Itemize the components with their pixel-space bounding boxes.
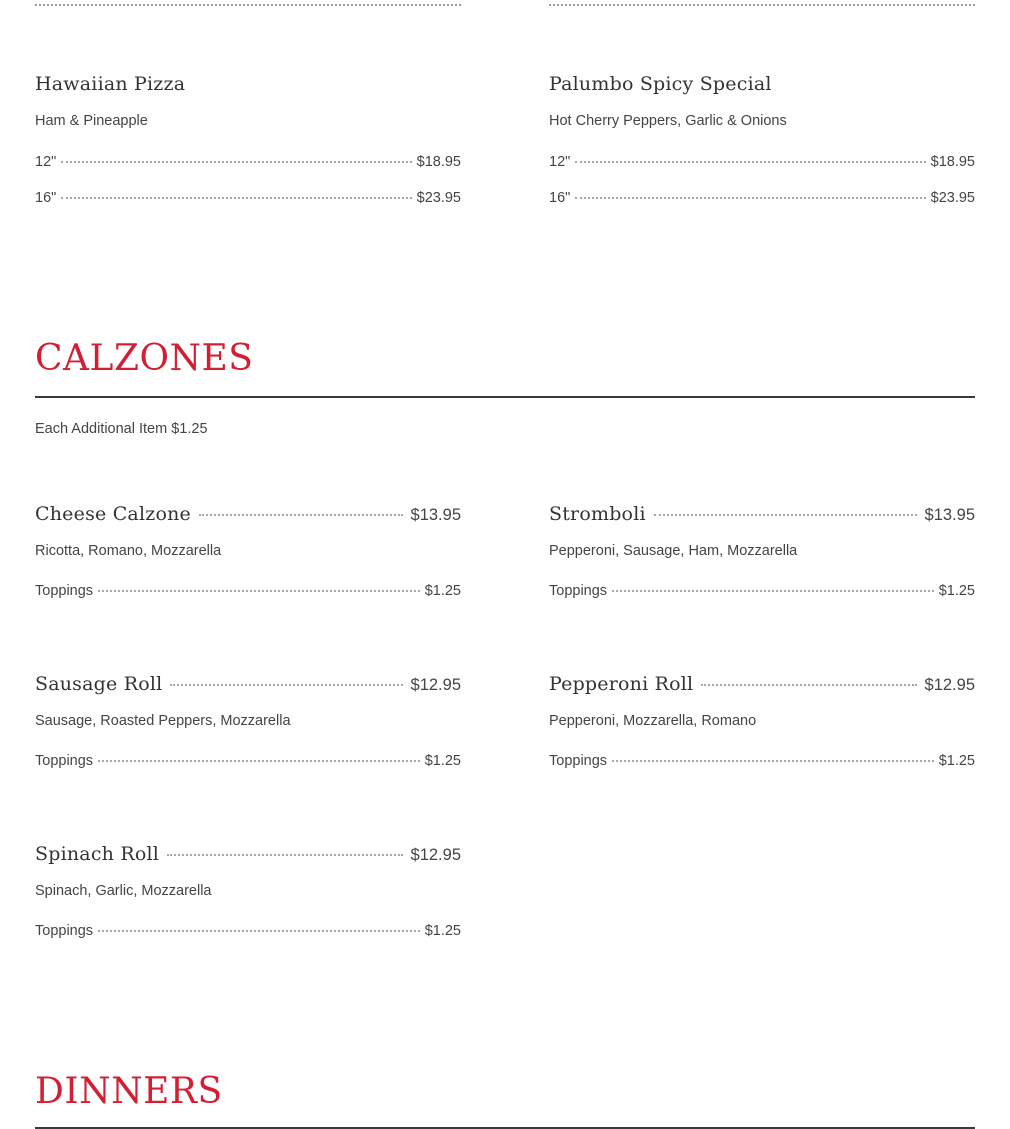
dot-leader [575, 197, 925, 199]
extra-label: Toppings [549, 583, 608, 599]
menu-item-description: Spinach, Garlic, Mozzarella [35, 883, 212, 899]
size-label: 16" [35, 190, 57, 206]
menu-item-name: Sausage Roll [35, 673, 163, 695]
dot-leader [167, 854, 402, 856]
size-label: 12" [549, 154, 571, 170]
dot-leader [61, 161, 411, 163]
menu-item-description: Ham & Pineapple [35, 113, 148, 129]
price-line [35, 154, 461, 170]
menu-item-title-line [35, 843, 461, 865]
menu-item-name: Hawaiian Pizza [35, 73, 186, 95]
dot-leader [61, 197, 411, 199]
price-line [35, 583, 461, 599]
dot-leader [98, 760, 420, 762]
menu-item-title-line [549, 673, 975, 695]
menu-item-name: Stromboli [549, 503, 646, 525]
menu-item-name: Pepperoni Roll [549, 673, 694, 695]
cut-off-price-line [549, 0, 975, 6]
price: $13.95 [924, 506, 975, 524]
dot-leader [654, 514, 917, 516]
price: $1.25 [424, 583, 461, 599]
extra-label: Toppings [35, 583, 94, 599]
menu-item-name: Spinach Roll [35, 843, 160, 865]
dot-leader [701, 684, 916, 686]
cut-off-price-line [35, 0, 461, 6]
menu-item-title-line [549, 503, 975, 525]
price-line [549, 154, 975, 170]
menu-item-title-line [35, 503, 461, 525]
section-title-dinners: DINNERS [35, 1071, 223, 1112]
extra-label: Toppings [549, 753, 608, 769]
price: $23.95 [416, 190, 461, 206]
dot-leader [612, 760, 934, 762]
dot-leader [575, 161, 925, 163]
menu-item-description: Sausage, Roasted Peppers, Mozzarella [35, 713, 291, 729]
price: $18.95 [930, 154, 975, 170]
menu-item-name: Cheese Calzone [35, 503, 191, 525]
size-label: 16" [549, 190, 571, 206]
size-label: 12" [35, 154, 57, 170]
price: $1.25 [424, 923, 461, 939]
price-line [549, 190, 975, 206]
price: $13.95 [410, 506, 461, 524]
menu-item-description: Pepperoni, Sausage, Ham, Mozzarella [549, 543, 798, 559]
price: $23.95 [930, 190, 975, 206]
price-line [35, 190, 461, 206]
price-line [35, 923, 461, 939]
dot-leader [199, 514, 403, 516]
menu-item-title-line [35, 673, 461, 695]
menu-item-name: Palumbo Spicy Special [549, 73, 772, 95]
price-line [35, 753, 461, 769]
extra-label: Toppings [35, 923, 94, 939]
dot-leader [170, 684, 402, 686]
dot-leader [98, 930, 420, 932]
price: $18.95 [416, 154, 461, 170]
dot-leader [98, 590, 420, 592]
section-note: Each Additional Item $1.25 [35, 421, 208, 437]
extra-label: Toppings [35, 753, 94, 769]
price: $12.95 [410, 846, 461, 864]
price: $1.25 [938, 753, 975, 769]
menu-item-description: Ricotta, Romano, Mozzarella [35, 543, 222, 559]
dot-leader [612, 590, 934, 592]
menu-item-description: Pepperoni, Mozzarella, Romano [549, 713, 757, 729]
price-line [549, 583, 975, 599]
price: $12.95 [410, 676, 461, 694]
section-title-calzones: CALZONES [35, 338, 254, 379]
price: $1.25 [938, 583, 975, 599]
price: $1.25 [424, 753, 461, 769]
menu-item-description: Hot Cherry Peppers, Garlic & Onions [549, 113, 787, 129]
price: $12.95 [924, 676, 975, 694]
price-line [549, 753, 975, 769]
section-divider [35, 396, 975, 398]
